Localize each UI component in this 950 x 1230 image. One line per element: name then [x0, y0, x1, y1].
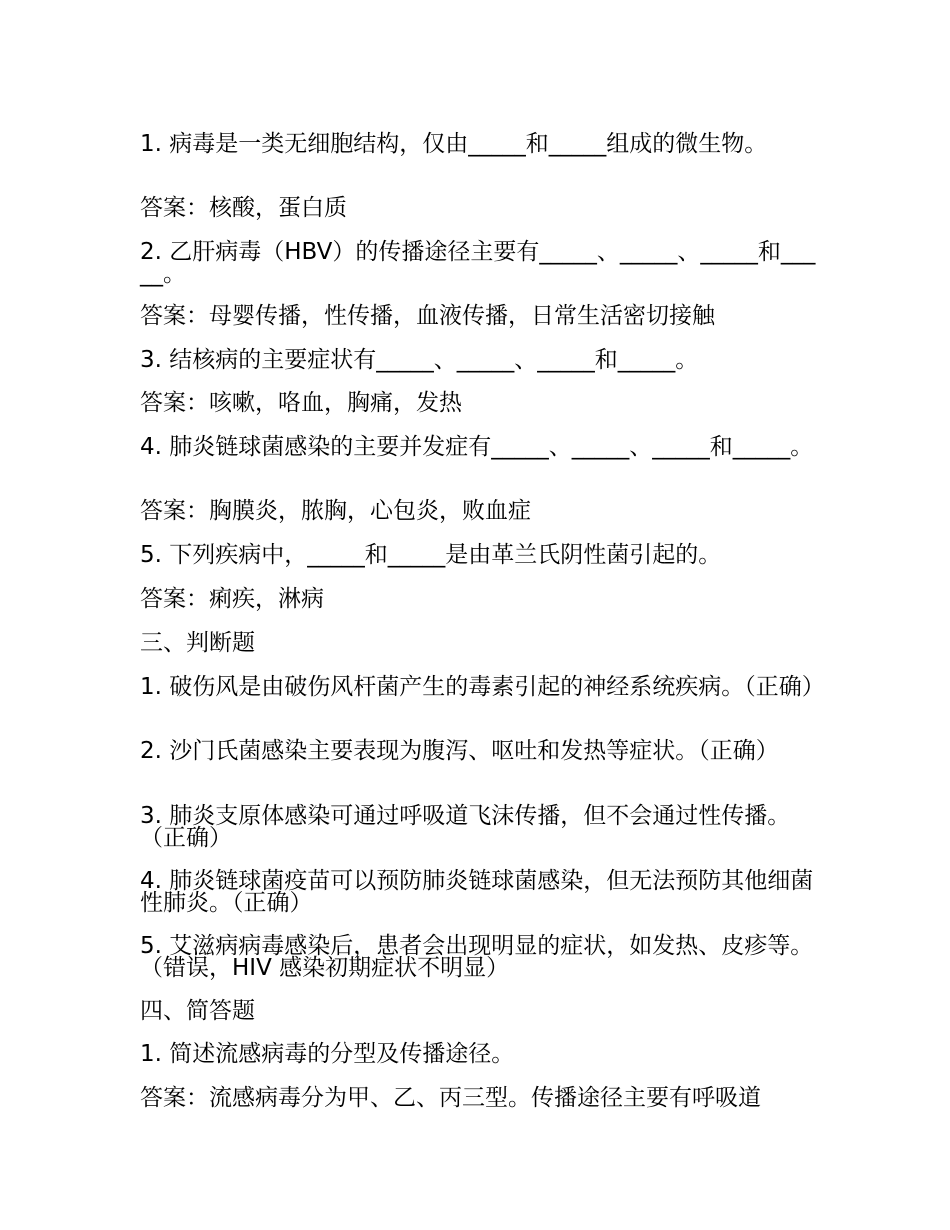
section-heading-short-answer: 四、简答题	[140, 998, 255, 1024]
answer-4: 答案：胸膜炎，脓胸，心包炎，败血症	[140, 498, 531, 524]
true-false-question-2: 2. 沙门氏菌感染主要表现为腹泻、呕吐和发热等症状。（正确）	[140, 738, 779, 764]
short-answer-answer-1: 答案：流感病毒分为甲、乙、丙三型。传播途径主要有呼吸道	[140, 1085, 761, 1111]
short-answer-question-1: 1. 简述流感病毒的分型及传播途径。	[140, 1041, 515, 1067]
fill-blank-question-4: 4. 肺炎链球菌感染的主要并发症有_____、_____、_____和_____。	[140, 434, 814, 460]
fill-blank-question-1: 1. 病毒是一类无细胞结构，仅由_____和_____组成的微生物。	[140, 131, 768, 157]
section-heading-true-false: 三、判断题	[140, 630, 255, 656]
true-false-question-1: 1. 破伤风是由破伤风杆菌产生的毒素引起的神经系统疾病。（正确）	[140, 674, 825, 700]
answer-2: 答案：母婴传播，性传播，血液传播，日常生活密切接触	[140, 303, 715, 329]
answer-3: 答案：咳嗽，咯血，胸痛，发热	[140, 390, 462, 416]
true-false-question-3: 3. 肺炎支原体感染可通过呼吸道飞沫传播，但不会通过性传播。（正确）	[140, 803, 791, 851]
answer-1: 答案：核酸，蛋白质	[140, 195, 347, 221]
fill-blank-question-3: 3. 结核病的主要症状有_____、_____、_____和_____。	[140, 347, 699, 373]
true-false-question-4: 4. 肺炎链球菌疫苗可以预防肺炎链球菌感染，但无法预防其他细菌性肺炎。（正确）	[140, 868, 814, 916]
true-false-question-5: 5. 艾滋病病毒感染后，患者会出现明显的症状，如发热、皮疹等。（错误，HIV 感染初期症状不明显）	[140, 933, 814, 981]
fill-blank-question-5: 5. 下列疾病中，_____和_____是由革兰氏阴性菌引起的。	[140, 542, 722, 568]
answer-5: 答案：痢疾，淋病	[140, 586, 324, 612]
fill-blank-question-2: 2. 乙肝病毒（HBV）的传播途径主要有_____、_____、_____和_____。	[140, 239, 816, 287]
